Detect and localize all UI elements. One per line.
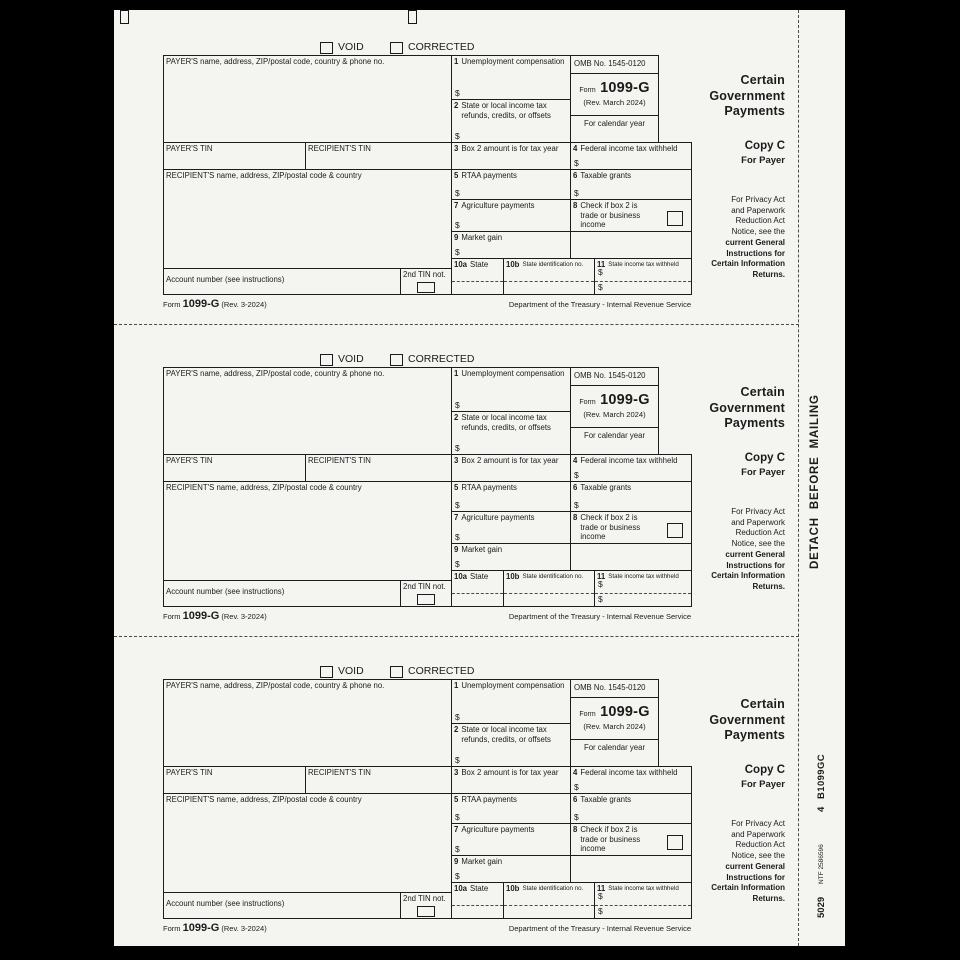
box3-tax-year (451, 142, 571, 170)
box5-number: 5 (454, 795, 459, 804)
privacy-line-bold: Instructions for (726, 248, 785, 258)
box5-label: RTAA payments (461, 171, 517, 180)
second-tin-checkbox[interactable] (417, 594, 435, 605)
box2-number: 2 (454, 725, 459, 734)
form-number: 1099-G (600, 392, 650, 408)
form-title (665, 73, 785, 120)
box1-dollar-sign: $ (455, 712, 460, 722)
privacy-line-bold: Certain Information (711, 571, 785, 581)
form-number-box (570, 385, 659, 428)
recipient-name-box (163, 481, 452, 581)
box5-dollar-sign: $ (455, 188, 460, 198)
second-tin-label: 2nd TIN not. (403, 894, 446, 903)
void-label: VOID (338, 41, 364, 53)
box9-label: Market gain (461, 545, 503, 554)
box10a-label: State (470, 260, 489, 269)
box10a-state (451, 570, 504, 607)
footer-form-id (163, 298, 267, 310)
recipient-name-label: RECIPIENT'S name, address, ZIP/postal code & country (166, 795, 362, 804)
privacy-line-bold: Instructions for (726, 560, 785, 570)
box7-label: Agriculture payments (461, 513, 535, 522)
box11-dollar-sign-2: $ (598, 594, 603, 604)
box4-label: Federal income tax withheld (580, 456, 678, 465)
calendar-year-label: For calendar year (583, 431, 646, 440)
box11-dollar-sign-1: $ (598, 891, 603, 901)
form-copy-slot-2 (114, 353, 845, 635)
box4-number: 4 (573, 456, 578, 465)
corrected-checkbox[interactable] (390, 666, 403, 678)
box11-label: State income tax withheld (608, 573, 679, 580)
box2-number: 2 (454, 413, 459, 422)
form-number-box (570, 697, 659, 740)
box9-number: 9 (454, 233, 459, 242)
box7-agriculture-payments (451, 199, 571, 232)
box10b-entry-line (504, 905, 594, 906)
box10a-state (451, 258, 504, 295)
privacy-line: For Privacy Act (731, 507, 785, 516)
box2-label: State or local income tax refunds, credits, or offsets (461, 101, 551, 120)
payer-tin-box (163, 142, 306, 170)
corrected-checkbox[interactable] (390, 354, 403, 366)
form-copy-slot-3 (114, 665, 845, 947)
box10b-entry-line (504, 281, 594, 282)
account-number-label: Account number (see instructions) (166, 899, 285, 908)
recipient-tin-label: RECIPIENT'S TIN (308, 768, 371, 777)
second-tin-label: 2nd TIN not. (403, 270, 446, 279)
account-number-label: Account number (see instructions) (166, 275, 285, 284)
payer-tin-label: PAYER'S TIN (166, 768, 213, 777)
copy-sub-label: For Payer (741, 155, 785, 166)
registration-mark (120, 10, 129, 24)
privacy-act-notice (665, 507, 785, 593)
box9-label: Market gain (461, 857, 503, 866)
box3-number: 3 (454, 144, 459, 153)
box2-dollar-sign: $ (455, 755, 460, 765)
account-number-box (163, 580, 401, 607)
form-revision: (Rev. March 2024) (583, 98, 646, 107)
corrected-checkbox[interactable] (390, 42, 403, 54)
form-title-line-3: Payments (724, 728, 785, 742)
payer-name-box (163, 55, 452, 143)
box5-number: 5 (454, 483, 459, 492)
perforation-line-horizontal (114, 324, 799, 325)
recipient-tin-box (305, 454, 452, 482)
form-title-line-1: Certain (740, 385, 785, 399)
privacy-line-bold: current General (725, 237, 785, 247)
privacy-line: and Paperwork (731, 205, 785, 215)
recipient-tin-box (305, 766, 452, 794)
footer-form-number: 1099-G (182, 298, 220, 310)
omb-number: OMB No. 1545-0120 (574, 371, 646, 380)
box11-number: 11 (597, 884, 606, 893)
box7-agriculture-payments (451, 823, 571, 856)
recipient-name-box (163, 793, 452, 893)
privacy-line-bold: current General (725, 549, 785, 559)
box7-number: 7 (454, 825, 459, 834)
corrected-label: CORRECTED (408, 665, 475, 677)
stub-order-code: 5029 (816, 896, 827, 918)
box11-number: 11 (597, 260, 606, 269)
box8-label: Check if box 2 is trade or business income (580, 513, 641, 542)
box4-label: Federal income tax withheld (580, 768, 678, 777)
omb-number-box (570, 679, 659, 698)
box9-label: Market gain (461, 233, 503, 242)
omb-number: OMB No. 1545-0120 (574, 59, 646, 68)
box6-number: 6 (573, 795, 578, 804)
recipient-name-label: RECIPIENT'S name, address, ZIP/postal code & country (166, 171, 362, 180)
box2-state-refunds (451, 723, 571, 767)
box6-number: 6 (573, 171, 578, 180)
stub-ntf-code: NTF 2586596 (818, 844, 825, 884)
payer-tin-box (163, 766, 306, 794)
void-checkbox[interactable] (320, 42, 333, 54)
form-table (163, 55, 692, 296)
payer-tin-box (163, 454, 306, 482)
form-1099g-copy (114, 353, 845, 635)
box2-dollar-sign: $ (455, 443, 460, 453)
void-label: VOID (338, 665, 364, 677)
privacy-line: Notice, see the (731, 851, 785, 861)
box4-dollar-sign: $ (574, 158, 579, 168)
recipient-name-box (163, 169, 452, 269)
calendar-year-box (570, 427, 659, 455)
privacy-line: and Paperwork (731, 517, 785, 527)
box9-market-gain (451, 543, 571, 571)
payer-name-label: PAYER'S name, address, ZIP/postal code, country & phone no. (166, 57, 385, 66)
box7-number: 7 (454, 513, 459, 522)
box2-dollar-sign: $ (455, 131, 460, 141)
box9-dollar-sign: $ (455, 871, 460, 881)
payer-name-box (163, 367, 452, 455)
box4-label: Federal income tax withheld (580, 144, 678, 153)
privacy-line-bold: current General (725, 861, 785, 871)
footer-form-revision: (Rev. 3-2024) (221, 612, 267, 621)
recipient-name-label: RECIPIENT'S name, address, ZIP/postal code & country (166, 483, 362, 492)
box11-entry-line (595, 905, 691, 906)
privacy-line-bold: Returns. (752, 581, 785, 591)
box1-label: Unemployment compensation (461, 57, 565, 66)
box8-number: 8 (573, 513, 578, 522)
box1-number: 1 (454, 57, 459, 66)
footer-form-id (163, 922, 267, 934)
box7-dollar-sign: $ (455, 532, 460, 542)
account-number-label: Account number (see instructions) (166, 587, 285, 596)
box10a-label: State (470, 884, 489, 893)
box7-label: Agriculture payments (461, 201, 535, 210)
calendar-year-label: For calendar year (583, 119, 646, 128)
form-title-line-2: Government (709, 88, 785, 103)
form-title-line-3: Payments (724, 104, 785, 118)
box1-dollar-sign: $ (455, 400, 460, 410)
stub-product-number: B1099GC (816, 754, 827, 800)
box6-dollar-sign: $ (574, 188, 579, 198)
box10a-entry-line (452, 281, 503, 282)
box11-number: 11 (597, 572, 606, 581)
box10b-label: State identification no. (522, 885, 584, 892)
perforation-line-horizontal (114, 636, 799, 637)
detach-before-mailing-label: DETACH BEFORE MAILING (809, 394, 821, 569)
box6-dollar-sign: $ (574, 500, 579, 510)
payer-name-box (163, 679, 452, 767)
box5-rtaa-payments (451, 481, 571, 512)
corrected-label: CORRECTED (408, 41, 475, 53)
second-tin-box (400, 268, 452, 295)
footer-department: Department of the Treasury - Internal Revenue Service (508, 924, 691, 933)
box11-label: State income tax withheld (608, 261, 679, 268)
footer-form-number: 1099-G (182, 610, 220, 622)
second-tin-checkbox[interactable] (417, 282, 435, 293)
box5-dollar-sign: $ (455, 500, 460, 510)
form-title-line-3: Payments (724, 416, 785, 430)
second-tin-box (400, 892, 452, 919)
box2-state-refunds (451, 411, 571, 455)
box3-tax-year (451, 766, 571, 794)
second-tin-box (400, 580, 452, 607)
box5-rtaa-payments (451, 169, 571, 200)
box11-entry-line (595, 593, 691, 594)
box10a-number: 10a (454, 572, 468, 581)
stub-product-prefix: 4 (816, 806, 827, 812)
second-tin-checkbox[interactable] (417, 906, 435, 917)
footer-form-word: Form (163, 924, 181, 933)
registration-mark (408, 10, 417, 24)
box3-number: 3 (454, 768, 459, 777)
box10b-number: 10b (506, 572, 520, 581)
box1-dollar-sign: $ (455, 88, 460, 98)
box11-dollar-sign-2: $ (598, 282, 603, 292)
payer-name-label: PAYER'S name, address, ZIP/postal code, country & phone no. (166, 369, 385, 378)
box6-label: Taxable grants (580, 171, 632, 180)
box9-dollar-sign: $ (455, 247, 460, 257)
calendar-year-box (570, 739, 659, 767)
box10b-state-id (503, 882, 595, 919)
privacy-line: For Privacy Act (731, 819, 785, 828)
box4-dollar-sign: $ (574, 782, 579, 792)
box7-agriculture-payments (451, 511, 571, 544)
privacy-line-bold: Certain Information (711, 883, 785, 893)
box8-label: Check if box 2 is trade or business income (580, 201, 641, 230)
box8-number: 8 (573, 825, 578, 834)
footer-form-word: Form (163, 300, 181, 309)
account-number-box (163, 892, 401, 919)
privacy-line-bold: Returns. (752, 269, 785, 279)
box4-number: 4 (573, 768, 578, 777)
box5-label: RTAA payments (461, 483, 517, 492)
form-word: Form (579, 87, 596, 94)
box3-tax-year (451, 454, 571, 482)
box1-unemployment-compensation (451, 55, 571, 100)
box5-rtaa-payments (451, 793, 571, 824)
privacy-line: Notice, see the (731, 539, 785, 549)
form-table (163, 367, 692, 608)
form-number-box (570, 73, 659, 116)
form-number: 1099-G (600, 80, 650, 96)
footer-form-word: Form (163, 612, 181, 621)
box10a-number: 10a (454, 260, 468, 269)
box6-number: 6 (573, 483, 578, 492)
stub-product-code (816, 746, 830, 812)
box3-label: Box 2 amount is for tax year (461, 144, 559, 153)
box5-label: RTAA payments (461, 795, 517, 804)
box3-number: 3 (454, 456, 459, 465)
box3-label: Box 2 amount is for tax year (461, 456, 559, 465)
copy-sub-label: For Payer (741, 467, 785, 478)
recipient-tin-label: RECIPIENT'S TIN (308, 456, 371, 465)
box7-label: Agriculture payments (461, 825, 535, 834)
privacy-line: For Privacy Act (731, 195, 785, 204)
box10b-entry-line (504, 593, 594, 594)
box5-number: 5 (454, 171, 459, 180)
box9-number: 9 (454, 857, 459, 866)
box1-number: 1 (454, 369, 459, 378)
box9-number: 9 (454, 545, 459, 554)
form-title-line-1: Certain (740, 697, 785, 711)
box7-dollar-sign: $ (455, 220, 460, 230)
footer-form-number: 1099-G (182, 922, 220, 934)
form-title-line-1: Certain (740, 73, 785, 87)
box6-label: Taxable grants (580, 483, 632, 492)
box1-label: Unemployment compensation (461, 681, 565, 690)
box1-number: 1 (454, 681, 459, 690)
calendar-year-box (570, 115, 659, 143)
box1-unemployment-compensation (451, 367, 571, 412)
footer-form-id (163, 610, 267, 622)
box7-dollar-sign: $ (455, 844, 460, 854)
box3-label: Box 2 amount is for tax year (461, 768, 559, 777)
form-word: Form (579, 711, 596, 718)
box2-label: State or local income tax refunds, credits, or offsets (461, 725, 551, 744)
privacy-line-bold: Returns. (752, 893, 785, 903)
box10b-label: State identification no. (522, 261, 584, 268)
form-copy-slot-1 (114, 41, 845, 323)
box2-label: State or local income tax refunds, credits, or offsets (461, 413, 551, 432)
payer-tin-label: PAYER'S TIN (166, 144, 213, 153)
box6-label: Taxable grants (580, 795, 632, 804)
privacy-line: and Paperwork (731, 829, 785, 839)
form-title (665, 697, 785, 744)
box10b-state-id (503, 570, 595, 607)
box10a-state (451, 882, 504, 919)
box5-dollar-sign: $ (455, 812, 460, 822)
box4-number: 4 (573, 144, 578, 153)
box1-label: Unemployment compensation (461, 369, 565, 378)
footer-department: Department of the Treasury - Internal Revenue Service (508, 612, 691, 621)
omb-number: OMB No. 1545-0120 (574, 683, 646, 692)
box10b-state-id (503, 258, 595, 295)
copy-label: Copy C (744, 452, 785, 464)
form-word: Form (579, 399, 596, 406)
corrected-label: CORRECTED (408, 353, 475, 365)
box1-unemployment-compensation (451, 679, 571, 724)
box9-dollar-sign: $ (455, 559, 460, 569)
box2-number: 2 (454, 101, 459, 110)
box2-state-refunds (451, 99, 571, 143)
box11-label: State income tax withheld (608, 885, 679, 892)
calendar-year-label: For calendar year (583, 743, 646, 752)
copy-label: Copy C (744, 140, 785, 152)
box10b-number: 10b (506, 884, 520, 893)
omb-number-box (570, 55, 659, 74)
privacy-line: Reduction Act (735, 216, 785, 226)
privacy-line: Reduction Act (735, 528, 785, 538)
copy-label: Copy C (744, 764, 785, 776)
form-revision: (Rev. March 2024) (583, 410, 646, 419)
form-number: 1099-G (600, 704, 650, 720)
box10a-entry-line (452, 905, 503, 906)
box9-market-gain (451, 231, 571, 259)
omb-number-box (570, 367, 659, 386)
privacy-act-notice (665, 195, 785, 281)
box4-dollar-sign: $ (574, 470, 579, 480)
form-table (163, 679, 692, 920)
box8-label: Check if box 2 is trade or business income (580, 825, 641, 854)
form-title-line-2: Government (709, 712, 785, 727)
account-number-box (163, 268, 401, 295)
payer-name-label: PAYER'S name, address, ZIP/postal code, country & phone no. (166, 681, 385, 690)
box10a-entry-line (452, 593, 503, 594)
footer-department: Department of the Treasury - Internal Revenue Service (508, 300, 691, 309)
form-1099g-copy (114, 665, 845, 947)
void-corrected-row (114, 41, 845, 55)
form-sheet (114, 10, 845, 946)
box9-market-gain (451, 855, 571, 883)
box10b-number: 10b (506, 260, 520, 269)
form-revision: (Rev. March 2024) (583, 722, 646, 731)
recipient-tin-label: RECIPIENT'S TIN (308, 144, 371, 153)
privacy-line-bold: Certain Information (711, 259, 785, 269)
payer-tin-label: PAYER'S TIN (166, 456, 213, 465)
void-corrected-row (114, 665, 845, 679)
void-corrected-row (114, 353, 845, 367)
void-label: VOID (338, 353, 364, 365)
footer-form-revision: (Rev. 3-2024) (221, 300, 267, 309)
footer-form-revision: (Rev. 3-2024) (221, 924, 267, 933)
form-title (665, 385, 785, 432)
box10a-label: State (470, 572, 489, 581)
box10b-label: State identification no. (522, 573, 584, 580)
box11-dollar-sign-1: $ (598, 267, 603, 277)
box11-dollar-sign-2: $ (598, 906, 603, 916)
second-tin-label: 2nd TIN not. (403, 582, 446, 591)
box11-entry-line (595, 281, 691, 282)
box11-dollar-sign-1: $ (598, 579, 603, 589)
privacy-line: Reduction Act (735, 840, 785, 850)
privacy-line: Notice, see the (731, 227, 785, 237)
box7-number: 7 (454, 201, 459, 210)
privacy-act-notice (665, 819, 785, 905)
perforation-line-vertical (798, 10, 799, 946)
form-1099g-copy (114, 41, 845, 323)
box8-number: 8 (573, 201, 578, 210)
copy-sub-label: For Payer (741, 779, 785, 790)
void-checkbox[interactable] (320, 666, 333, 678)
form-title-line-2: Government (709, 400, 785, 415)
box10a-number: 10a (454, 884, 468, 893)
void-checkbox[interactable] (320, 354, 333, 366)
recipient-tin-box (305, 142, 452, 170)
box6-dollar-sign: $ (574, 812, 579, 822)
privacy-line-bold: Instructions for (726, 872, 785, 882)
